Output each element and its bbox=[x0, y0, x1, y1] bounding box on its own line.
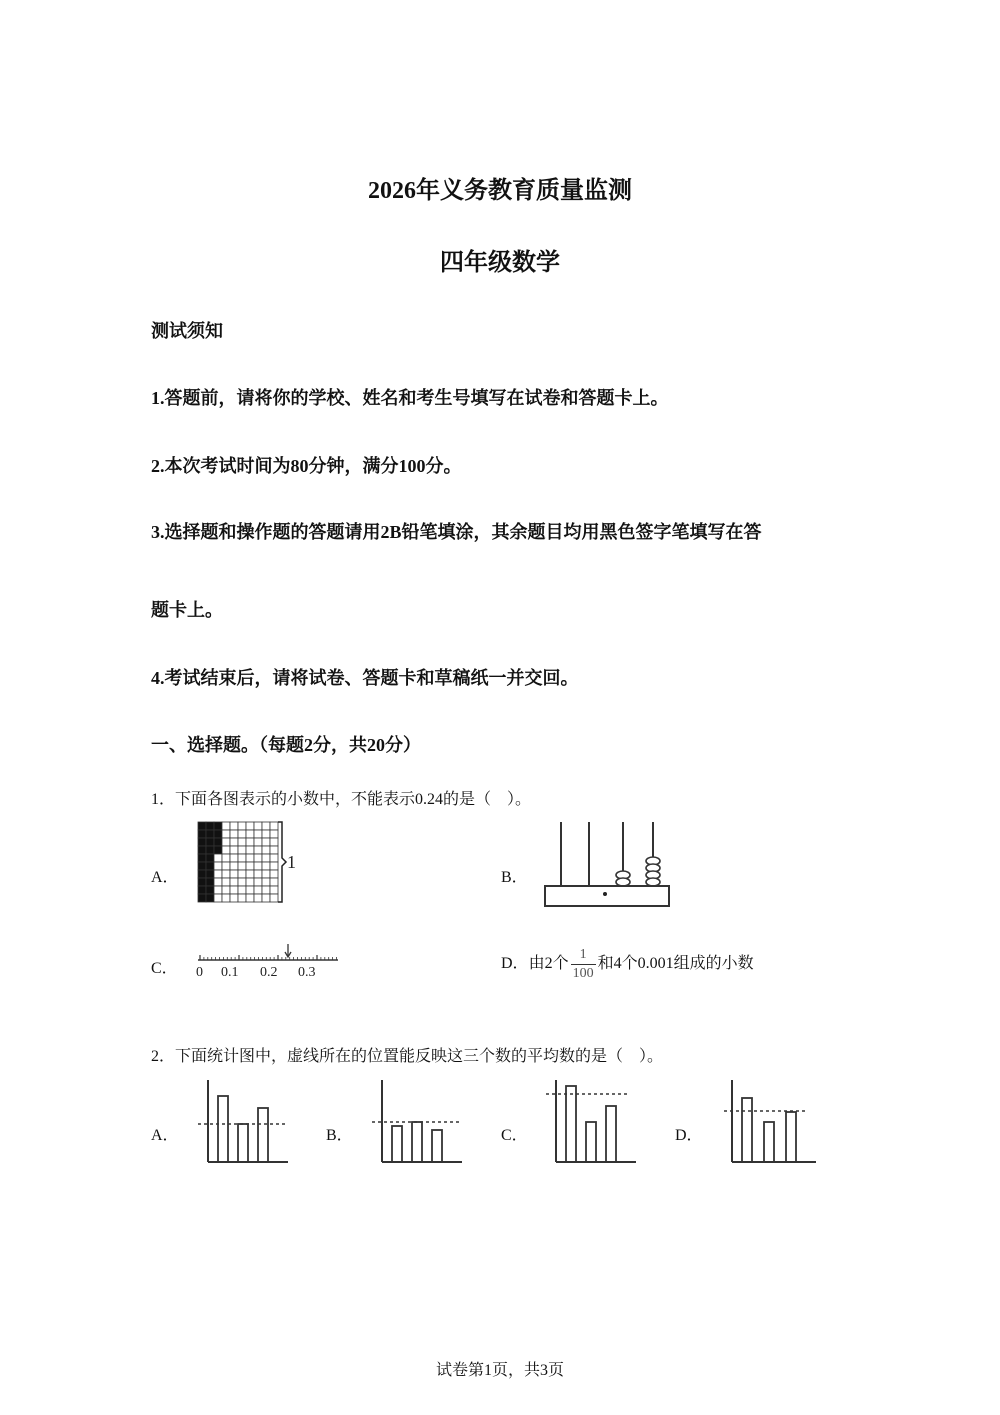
grid-cell bbox=[238, 854, 246, 862]
q2-option-a-bar-graph bbox=[196, 1078, 291, 1166]
grid-cell bbox=[246, 838, 254, 846]
grid-cell bbox=[222, 870, 230, 878]
graph-bar bbox=[412, 1122, 422, 1162]
grid-cell bbox=[270, 886, 278, 894]
grid-cell bbox=[222, 886, 230, 894]
grid-cell bbox=[230, 830, 238, 838]
grid-cell-shaded bbox=[206, 894, 214, 902]
grid-cell-shaded bbox=[198, 886, 206, 894]
grid-cell-shaded bbox=[214, 830, 222, 838]
grid-cell-shaded bbox=[206, 830, 214, 838]
abacus-base bbox=[545, 886, 669, 906]
q1-option-b-abacus-figure bbox=[543, 820, 673, 912]
grid-cell bbox=[238, 846, 246, 854]
q2-option-b-label: B． bbox=[326, 1127, 353, 1144]
grid-cell bbox=[214, 878, 222, 886]
graph-bar bbox=[586, 1122, 596, 1162]
q2-option-d-label: D． bbox=[675, 1127, 703, 1144]
grid-cell bbox=[246, 846, 254, 854]
grid-cell bbox=[270, 838, 278, 846]
grid-cell bbox=[246, 886, 254, 894]
q2-option-b-bar-graph bbox=[370, 1078, 465, 1166]
grid-cell bbox=[270, 894, 278, 902]
fraction-numerator: 1 bbox=[571, 948, 596, 965]
graph-bar bbox=[606, 1106, 616, 1162]
notice-item-3: 3.选择题和操作题的答题请用2B铅笔填涂，其余题目均用黑色签字笔填写在答 bbox=[151, 522, 762, 542]
grid-cell bbox=[246, 878, 254, 886]
grid-cell-shaded bbox=[206, 846, 214, 854]
grid-cell bbox=[246, 854, 254, 862]
grid-cell-shaded bbox=[214, 822, 222, 830]
q1-option-d bbox=[501, 940, 754, 988]
graph-bar bbox=[258, 1108, 268, 1162]
grid-cell-shaded bbox=[206, 870, 214, 878]
grid-cell bbox=[262, 862, 270, 870]
grid-cell bbox=[270, 830, 278, 838]
grid-cell bbox=[262, 854, 270, 862]
grid-cell bbox=[254, 886, 262, 894]
abacus-dot bbox=[603, 892, 607, 896]
grid-cell bbox=[238, 894, 246, 902]
grid-cell bbox=[238, 830, 246, 838]
grid-cell bbox=[262, 822, 270, 830]
grid-cell bbox=[214, 894, 222, 902]
grid-cell-shaded bbox=[206, 838, 214, 846]
grid-cell bbox=[270, 846, 278, 854]
q1-option-a-label: A． bbox=[151, 869, 179, 886]
grid-cell bbox=[254, 838, 262, 846]
q1-option-b-label: B． bbox=[501, 869, 528, 886]
grid-cell-shaded bbox=[198, 878, 206, 886]
page-footer: 试卷第1页，共3页 bbox=[435, 1362, 564, 1379]
grid-cell bbox=[222, 830, 230, 838]
q2-option-c-label: C． bbox=[501, 1127, 528, 1144]
grid-cell bbox=[262, 838, 270, 846]
grid-cell bbox=[246, 830, 254, 838]
notice-item-1: 1.答题前，请将你的学校、姓名和考生号填写在试卷和答题卡上。 bbox=[151, 388, 669, 408]
grid-cell bbox=[222, 822, 230, 830]
grid-cell-shaded bbox=[198, 846, 206, 854]
grid-cell bbox=[230, 838, 238, 846]
grid-cell bbox=[246, 822, 254, 830]
graph-bar bbox=[764, 1122, 774, 1162]
tick-label: 0 bbox=[196, 965, 203, 980]
grid-cell-shaded bbox=[198, 822, 206, 830]
question-2-text: 2．下面统计图中，虚线所在的位置能反映这三个数的平均数的是（ ）。 bbox=[151, 1048, 664, 1065]
grid-cell bbox=[222, 862, 230, 870]
tick-label: 0.2 bbox=[260, 965, 278, 980]
grid-cell bbox=[246, 870, 254, 878]
fraction bbox=[571, 948, 596, 981]
abacus-bead bbox=[646, 878, 660, 886]
q2-option-a-label: A． bbox=[151, 1127, 179, 1144]
graph-bar bbox=[218, 1096, 228, 1162]
grid-cell bbox=[222, 894, 230, 902]
grid-cell bbox=[238, 838, 246, 846]
grid-cell bbox=[262, 894, 270, 902]
grid-cell bbox=[222, 854, 230, 862]
q1-option-d-text-before: 由2个 bbox=[528, 955, 569, 972]
grid-cell bbox=[222, 846, 230, 854]
grid-cell bbox=[230, 870, 238, 878]
grid-cell-shaded bbox=[198, 854, 206, 862]
q1-option-d-label: D． bbox=[501, 955, 529, 972]
notice-heading: 测试须知 bbox=[151, 321, 223, 341]
grid-cell bbox=[254, 862, 262, 870]
grid-cell bbox=[254, 878, 262, 886]
q1-option-d-text-after: 和4个0.001组成的小数 bbox=[597, 955, 754, 972]
grid-cell bbox=[246, 894, 254, 902]
graph-bar bbox=[432, 1130, 442, 1162]
grid-cell-shaded bbox=[206, 886, 214, 894]
grid-cell bbox=[254, 830, 262, 838]
q1-option-a-grid-figure bbox=[196, 820, 306, 906]
grid-cell-shaded bbox=[206, 822, 214, 830]
question-1-text: 1．下面各图表示的小数中，不能表示0.24的是（ ）。 bbox=[151, 791, 532, 808]
hundred-grid bbox=[198, 822, 278, 902]
grid-cell bbox=[238, 822, 246, 830]
grid-cell-shaded bbox=[206, 862, 214, 870]
exam-title: 2026年义务教育质量监测 bbox=[368, 178, 632, 204]
grid-cell bbox=[262, 870, 270, 878]
grid-cell-shaded bbox=[198, 830, 206, 838]
grid-cell bbox=[262, 846, 270, 854]
section-heading: 一、选择题。（每题2分，共20分） bbox=[151, 735, 421, 755]
grid-cell bbox=[214, 862, 222, 870]
grid-cell bbox=[262, 878, 270, 886]
notice-item-2: 2.本次考试时间为80分钟，满分100分。 bbox=[151, 456, 462, 476]
grid-cell bbox=[254, 894, 262, 902]
grid-cell bbox=[254, 822, 262, 830]
grid-cell-shaded bbox=[198, 838, 206, 846]
grid-cell bbox=[214, 886, 222, 894]
grid-cell bbox=[262, 886, 270, 894]
q1-option-c-label: C． bbox=[151, 960, 178, 977]
tick-label: 0.1 bbox=[221, 965, 239, 980]
grid-cell-shaded bbox=[206, 854, 214, 862]
graph-bar bbox=[786, 1112, 796, 1162]
grid-cell bbox=[270, 854, 278, 862]
grid-cell bbox=[238, 870, 246, 878]
grid-cell bbox=[222, 838, 230, 846]
grid-brace bbox=[278, 822, 286, 902]
q2-option-c-bar-graph bbox=[544, 1078, 639, 1166]
grid-cell bbox=[230, 894, 238, 902]
grid-brace-label: 1 bbox=[287, 852, 296, 872]
graph-bar bbox=[238, 1124, 248, 1162]
grid-cell bbox=[270, 870, 278, 878]
grid-cell bbox=[270, 878, 278, 886]
graph-bar bbox=[392, 1126, 402, 1162]
grid-cell bbox=[230, 886, 238, 894]
grid-cell bbox=[270, 822, 278, 830]
grid-cell bbox=[238, 878, 246, 886]
fraction-denominator: 100 bbox=[572, 965, 594, 981]
grid-cell bbox=[254, 870, 262, 878]
notice-item-4: 4.考试结束后，请将试卷、答题卡和草稿纸一并交回。 bbox=[151, 668, 579, 688]
notice-item-3-cont: 题卡上。 bbox=[151, 600, 223, 620]
graph-bar bbox=[566, 1086, 576, 1162]
grid-cell bbox=[214, 854, 222, 862]
grid-cell bbox=[246, 862, 254, 870]
grid-cell bbox=[254, 854, 262, 862]
grid-cell bbox=[238, 862, 246, 870]
graph-bar bbox=[742, 1098, 752, 1162]
q1-option-c-number-line bbox=[194, 940, 344, 982]
grid-cell bbox=[230, 822, 238, 830]
grid-cell bbox=[222, 878, 230, 886]
grid-cell bbox=[238, 886, 246, 894]
exam-subtitle: 四年级数学 bbox=[440, 250, 560, 276]
grid-cell bbox=[230, 878, 238, 886]
grid-cell bbox=[262, 830, 270, 838]
abacus-bead bbox=[616, 878, 630, 886]
grid-cell-shaded bbox=[214, 838, 222, 846]
grid-cell-shaded bbox=[198, 862, 206, 870]
grid-cell-shaded bbox=[198, 894, 206, 902]
grid-cell bbox=[230, 846, 238, 854]
q2-option-d-bar-graph bbox=[720, 1078, 820, 1166]
grid-cell bbox=[230, 862, 238, 870]
grid-cell bbox=[214, 870, 222, 878]
grid-cell bbox=[254, 846, 262, 854]
grid-cell bbox=[230, 854, 238, 862]
grid-cell bbox=[270, 862, 278, 870]
grid-cell-shaded bbox=[198, 870, 206, 878]
tick-label: 0.3 bbox=[298, 965, 316, 980]
grid-cell-shaded bbox=[206, 878, 214, 886]
grid-cell-shaded bbox=[214, 846, 222, 854]
